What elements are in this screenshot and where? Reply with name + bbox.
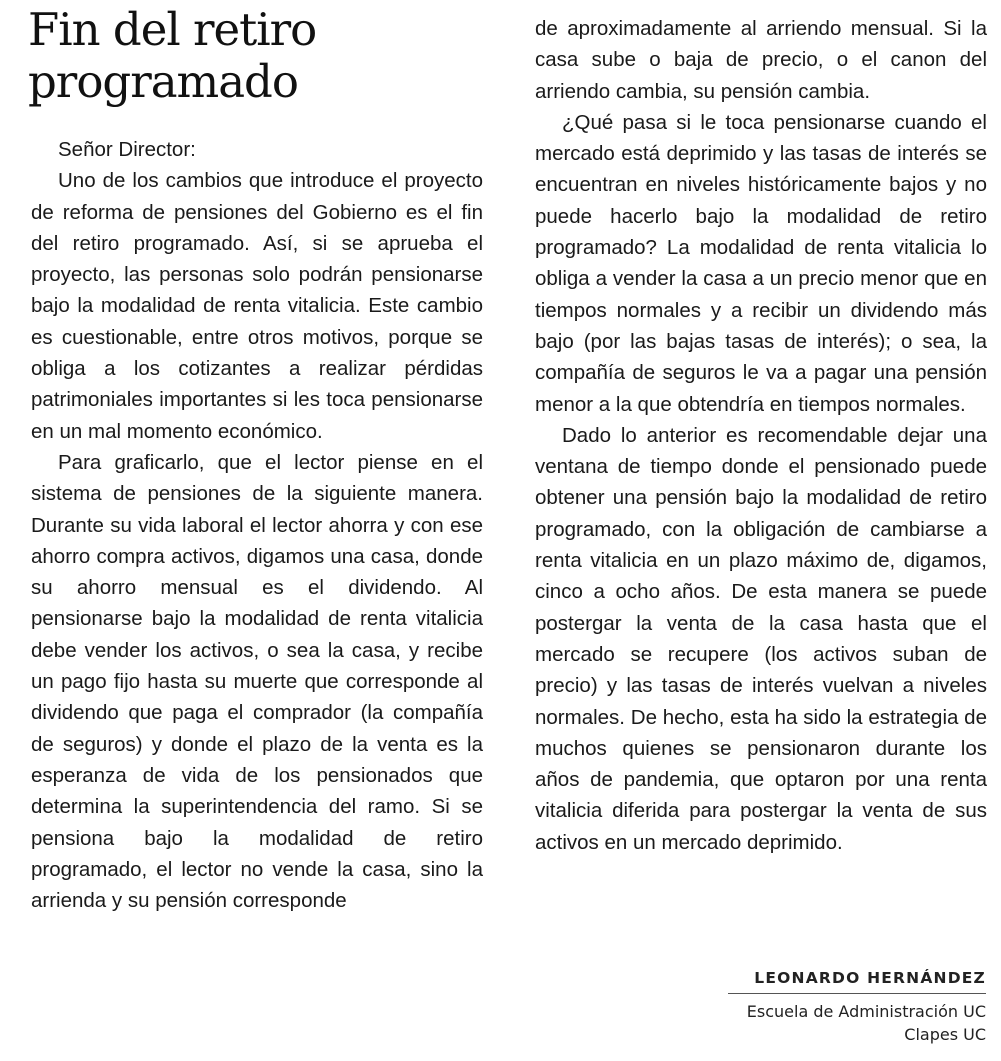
body-paragraph: ¿Qué pasa si le toca pensionarse cuando el mercado está deprimido y las tasas de interés se encuentran en niveles históricamente bajos y no puede hacerlo bajo la modalidad de retiro programado? La modalidad de renta vitalicia lo obliga a vender la casa a un precio menor que en tiempos normales y a recibir un dividendo más bajo (por las bajas tasas de interés); o sea, la compañía de seguros le va a pagar una pensión menor a la que obtendría en tiempos normales. xyxy=(535,110,987,416)
signature-divider xyxy=(728,993,986,994)
author-name: LEONARDO HERNÁNDEZ xyxy=(754,969,986,987)
body-paragraph: Uno de los cambios que introduce el proyecto de reforma de pensiones del Gobierno es el fin del retiro programado. Así, si se aprueba el proyecto, las personas solo podrán pensionarse bajo la modalidad de renta vitalicia. Este cambio es cuestionable, entre otros motivos, porque se obliga a los cotizantes a realizar pérdidas patrimoniales importantes si les toca pensionarse en un mal momento económico. xyxy=(31,169,483,443)
left-column xyxy=(31,134,483,916)
author-affiliation: Escuela de Administración UC xyxy=(746,1002,986,1021)
signature-block xyxy=(728,966,986,1046)
body-paragraph: Dado lo anterior es recomendable dejar una ventana de tiempo donde el pensionado puede obtener una pensión bajo la modalidad de retiro programado, con la obligación de cambiarse a renta vitalicia en un plazo máximo de, digamos, cinco a ocho años. De esta manera se puede postergar la venta de la casa hasta que el mercado se recupere (los activos suban de precio) y las tasas de interés vuelvan a niveles normales. De hecho, esta ha sido la estrategia de muchos quienes se pensionaron durante los años de pandemia, que optaron por una renta vitalicia diferida para postergar la venta de sus activos en un mercado deprimido. xyxy=(535,423,987,854)
body-paragraph-continuation: de aproximadamente al arriendo mensual. Si la casa sube o baja de precio, o el canon del arriendo cambia, su pensión cambia. xyxy=(535,17,987,103)
author-affiliation-secondary: Clapes UC xyxy=(904,1025,986,1044)
letter-title: Fin del retiro programado xyxy=(28,3,317,108)
body-paragraph: Para graficarlo, que el lector piense en el sistema de pensiones de la siguiente manera. Durante su vida laboral el lector ahorra y con ese ahorro compra activos, digamos una casa, donde su ahorro mensual es el dividendo. Al pensionarse bajo la modalidad de renta vitalicia debe vender los activos, o sea la casa, y recibe un pago fijo hasta su muerte que corresponde al dividendo que paga el comprador (la compañía de seguros) y donde el plazo de la venta es la esperanza de vida de los pensionados que determina la superintendencia del ramo. Si se pensiona bajo la modalidad de retiro programado, el lector no vende la casa, sino la arrienda y su pensión corresponde xyxy=(31,450,483,913)
right-column xyxy=(535,13,987,858)
salutation: Señor Director: xyxy=(58,138,196,161)
